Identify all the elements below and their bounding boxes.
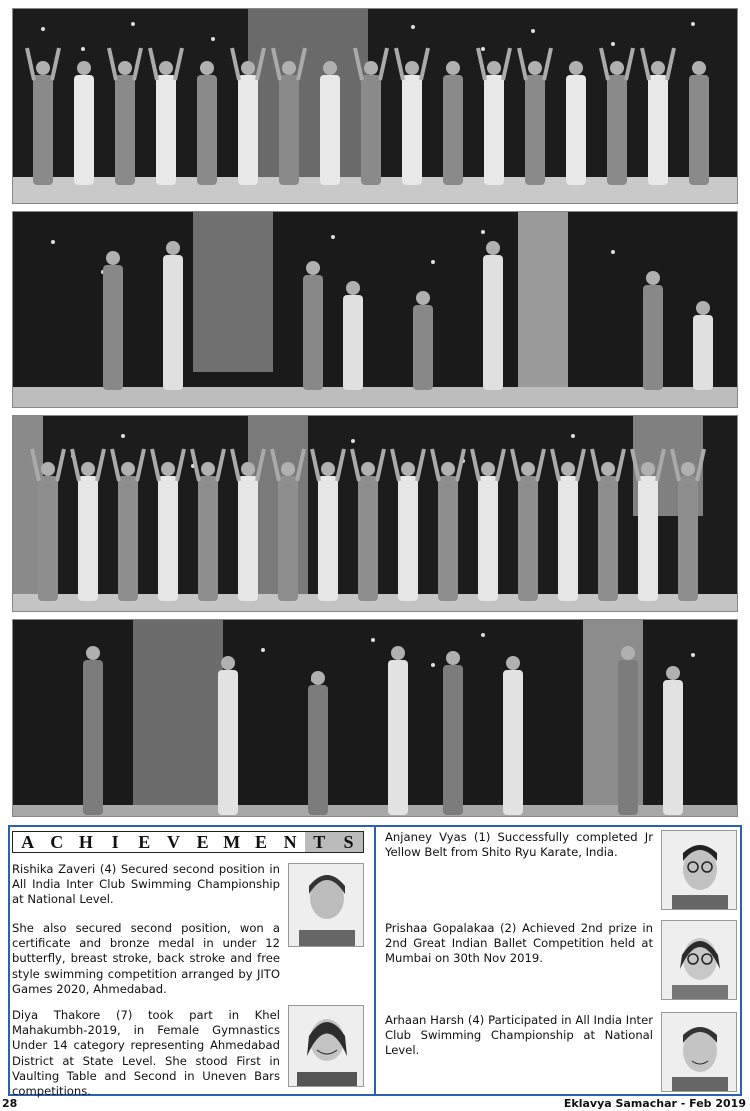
performer-figure <box>413 291 433 390</box>
performer-figure <box>618 646 638 815</box>
performer-figure <box>566 61 586 185</box>
heading-letter: E <box>254 831 267 852</box>
panel-divider <box>374 825 376 1096</box>
heading-letter: E <box>196 831 209 852</box>
portrait-diya <box>288 1005 364 1087</box>
heading-letter: S <box>334 832 363 852</box>
performer-figure <box>643 271 663 390</box>
performer-figure <box>197 61 217 185</box>
heading-letter: E <box>138 831 151 852</box>
performer-figure <box>483 241 503 390</box>
portrait-prishaa <box>661 920 737 1000</box>
stage-speech-photo-4 <box>12 619 738 817</box>
performer-figure <box>443 651 463 815</box>
performer-figure <box>308 671 328 815</box>
achievement-prishaa: Prishaa Gopalakaa (2) Achieved 2nd prize in 2nd Great Indian Ballet Competition held at Mumbai on 30th Nov 2019. <box>385 921 653 966</box>
performer-figure <box>74 61 94 185</box>
achievements-heading <box>12 831 364 853</box>
performer-figure <box>503 656 523 815</box>
performer-figure <box>218 656 238 815</box>
heading-letter: C <box>50 831 64 852</box>
portrait-arhaan <box>661 1012 737 1092</box>
performer-figure <box>388 646 408 815</box>
heading-letter: A <box>21 831 35 852</box>
performer-figure <box>320 61 340 185</box>
performer-figure <box>663 666 683 815</box>
performer-figure <box>343 281 363 390</box>
portrait-rishika <box>288 863 364 947</box>
publication-name: Eklavya Samachar - Feb 2019 <box>563 1097 746 1110</box>
performer-figure <box>303 261 323 390</box>
achievement-diya: Diya Thakore (7) took part in Khel Mahakumbh-2019, in Female Gymnastics Under 14 category representing Ahmedabad District at State Level. She stood First in Vaulting Table and Second in Uneven Bars competitions. <box>12 1008 280 1099</box>
performer-figure <box>689 61 709 185</box>
heading-letter: T <box>305 832 334 852</box>
stage-drama-photo-2 <box>12 211 738 408</box>
stage-dance-photo-1 <box>12 8 738 204</box>
page-number: 28 <box>2 1097 18 1110</box>
achievement-rishika-1: Rishika Zaveri (4) Secured second position in All India Inter Club Swimming Championship at National Level. <box>12 862 280 907</box>
heading-letter: M <box>223 831 241 852</box>
achievement-rishika-2: She also secured second position, won a certificate and bronze medal in under 12 butterfly, breast stroke, back stroke and free style swimming competition arranged by JITO Games 2020, Ahmedabad. <box>12 921 280 996</box>
heading-letter: V <box>166 831 180 852</box>
performer-figure <box>103 251 123 390</box>
portrait-anjaney <box>661 830 737 910</box>
heading-letter: H <box>78 831 93 852</box>
performer-figure <box>83 646 103 815</box>
heading-letter: I <box>111 831 119 852</box>
performer-figure <box>163 241 183 390</box>
achievement-arhaan: Arhaan Harsh (4) Participated in All India Inter Club Swimming Championship at National Level. <box>385 1013 653 1058</box>
achievement-anjaney: Anjaney Vyas (1) Successfully completed Jr Yellow Belt from Shito Ryu Karate, India. <box>385 830 653 860</box>
stage-dance-photo-3 <box>12 415 738 612</box>
heading-letter: N <box>283 831 297 852</box>
performer-figure <box>443 61 463 185</box>
